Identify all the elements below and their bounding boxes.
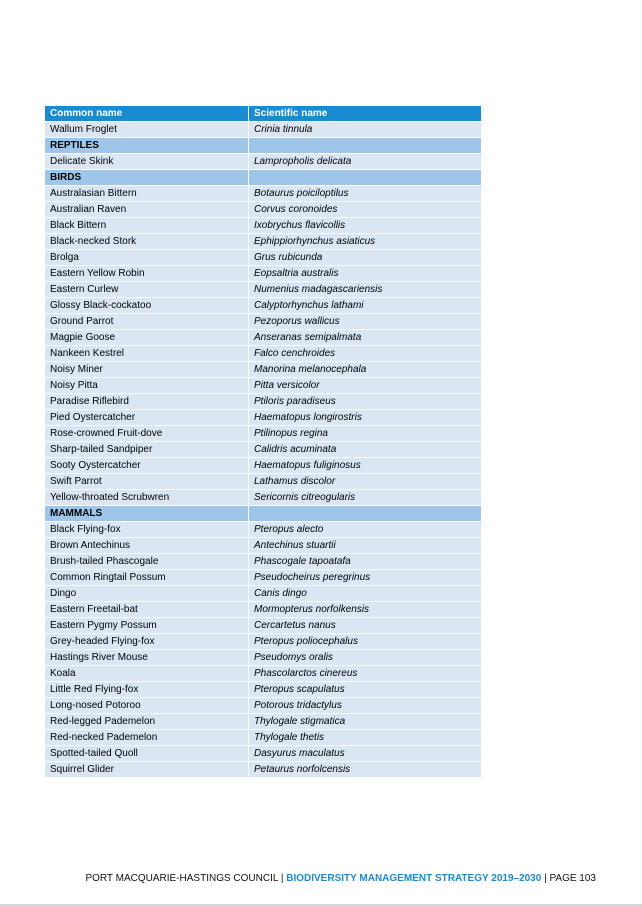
scientific-name-cell: Botaurus poiciloptilus: [249, 186, 481, 202]
common-name-cell: Sharp-tailed Sandpiper: [45, 442, 249, 458]
common-name-cell: Wallum Froglet: [45, 122, 249, 138]
group-empty-cell: [249, 506, 481, 522]
table-row: [45, 378, 481, 394]
table-row: [45, 730, 481, 746]
table-row: [45, 202, 481, 218]
scientific-name-cell: Pezoporus wallicus: [249, 314, 481, 330]
common-name-cell: Brown Antechinus: [45, 538, 249, 554]
table-row: [45, 746, 481, 762]
table-row: [45, 586, 481, 602]
table-row: [45, 298, 481, 314]
common-name-cell: Little Red Flying-fox: [45, 682, 249, 698]
table-row: [45, 698, 481, 714]
scientific-name-cell: Ephippiorhynchus asiaticus: [249, 234, 481, 250]
group-empty-cell: [249, 138, 481, 154]
common-name-cell: Delicate Skink: [45, 154, 249, 170]
table-row: [45, 682, 481, 698]
scientific-name-cell: Calidris acuminata: [249, 442, 481, 458]
scientific-name-cell: Pitta versicolor: [249, 378, 481, 394]
table-row: [45, 250, 481, 266]
group-empty-cell: [249, 170, 481, 186]
footer-document-title: BIODIVERSITY MANAGEMENT STRATEGY 2019–2030: [286, 873, 542, 884]
common-name-cell: Brolga: [45, 250, 249, 266]
common-name-cell: Eastern Pygmy Possum: [45, 618, 249, 634]
scientific-name-cell: Phascogale tapoatafa: [249, 554, 481, 570]
scientific-name-cell: Dasyurus maculatus: [249, 746, 481, 762]
column-header-common-name: Common name: [45, 106, 249, 122]
group-heading-row: [45, 170, 481, 186]
table-row: [45, 458, 481, 474]
scientific-name-cell: Thylogale stigmatica: [249, 714, 481, 730]
scientific-name-cell: Potorous tridactylus: [249, 698, 481, 714]
scientific-name-cell: Ptiloris paradiseus: [249, 394, 481, 410]
scientific-name-cell: Sericornis citreogularis: [249, 490, 481, 506]
table-row: [45, 282, 481, 298]
table-row: [45, 394, 481, 410]
common-name-cell: Eastern Yellow Robin: [45, 266, 249, 282]
table-row: [45, 362, 481, 378]
table-row: [45, 522, 481, 538]
common-name-cell: Paradise Riflebird: [45, 394, 249, 410]
group-heading-row: [45, 138, 481, 154]
common-name-cell: Noisy Miner: [45, 362, 249, 378]
common-name-cell: Hastings River Mouse: [45, 650, 249, 666]
scientific-name-cell: Calyptorhynchus lathami: [249, 298, 481, 314]
table-row: [45, 666, 481, 682]
table-row: [45, 554, 481, 570]
scientific-name-cell: Manorina melanocephala: [249, 362, 481, 378]
scientific-name-cell: Antechinus stuartii: [249, 538, 481, 554]
group-heading-cell: MAMMALS: [45, 506, 249, 522]
scientific-name-cell: Petaurus norfolcensis: [249, 762, 481, 778]
common-name-cell: Squirrel Glider: [45, 762, 249, 778]
scientific-name-cell: Lampropholis delicata: [249, 154, 481, 170]
scientific-name-cell: Falco cenchroides: [249, 346, 481, 362]
group-heading-cell: REPTILES: [45, 138, 249, 154]
common-name-cell: Swift Parrot: [45, 474, 249, 490]
common-name-cell: Eastern Curlew: [45, 282, 249, 298]
scientific-name-cell: Pseudomys oralis: [249, 650, 481, 666]
table-row: [45, 122, 481, 138]
common-name-cell: Grey-headed Flying-fox: [45, 634, 249, 650]
table-row: [45, 442, 481, 458]
common-name-cell: Spotted-tailed Quoll: [45, 746, 249, 762]
table-row: [45, 218, 481, 234]
footer-separator: |: [544, 873, 547, 884]
table-row: [45, 618, 481, 634]
common-name-cell: Black Bittern: [45, 218, 249, 234]
footer-organisation: PORT MACQUARIE-HASTINGS COUNCIL: [85, 873, 279, 884]
table-row: [45, 346, 481, 362]
table-row: [45, 154, 481, 170]
common-name-cell: Red-legged Pademelon: [45, 714, 249, 730]
common-name-cell: Noisy Pitta: [45, 378, 249, 394]
table-row: [45, 330, 481, 346]
common-name-cell: Ground Parrot: [45, 314, 249, 330]
scientific-name-cell: Pteropus scapulatus: [249, 682, 481, 698]
footer-separator: |: [280, 873, 284, 884]
scientific-name-cell: Mormopterus norfolkensis: [249, 602, 481, 618]
scientific-name-cell: Ptilinopus regina: [249, 426, 481, 442]
table-row: [45, 426, 481, 442]
common-name-cell: Magpie Goose: [45, 330, 249, 346]
scientific-name-cell: Pseudocheirus peregrinus: [249, 570, 481, 586]
table-row: [45, 490, 481, 506]
common-name-cell: Black Flying-fox: [45, 522, 249, 538]
scientific-name-cell: Lathamus discolor: [249, 474, 481, 490]
common-name-cell: Eastern Freetail-bat: [45, 602, 249, 618]
common-name-cell: Dingo: [45, 586, 249, 602]
scientific-name-cell: Cercartetus nanus: [249, 618, 481, 634]
common-name-cell: Common Ringtail Possum: [45, 570, 249, 586]
common-name-cell: Red-necked Pademelon: [45, 730, 249, 746]
table-row: [45, 602, 481, 618]
table-row: [45, 410, 481, 426]
species-table: [45, 106, 481, 778]
scientific-name-cell: Haematopus longirostris: [249, 410, 481, 426]
table-row: [45, 634, 481, 650]
group-heading-cell: BIRDS: [45, 170, 249, 186]
table-row: [45, 762, 481, 778]
table-row: [45, 266, 481, 282]
scientific-name-cell: Grus rubicunda: [249, 250, 481, 266]
table-row: [45, 234, 481, 250]
scientific-name-cell: Anseranas semipalmata: [249, 330, 481, 346]
scientific-name-cell: Pteropus alecto: [249, 522, 481, 538]
common-name-cell: Rose-crowned Fruit-dove: [45, 426, 249, 442]
scientific-name-cell: Thylogale thetis: [249, 730, 481, 746]
table-body: [45, 122, 481, 778]
column-header-scientific-name: Scientific name: [249, 106, 481, 122]
scientific-name-cell: Pteropus poliocephalus: [249, 634, 481, 650]
table-row: [45, 650, 481, 666]
table-row: [45, 570, 481, 586]
common-name-cell: Long-nosed Potoroo: [45, 698, 249, 714]
common-name-cell: Australian Raven: [45, 202, 249, 218]
scientific-name-cell: Crinia tinnula: [249, 122, 481, 138]
page-footer: [85, 873, 596, 884]
scientific-name-cell: Corvus coronoides: [249, 202, 481, 218]
scientific-name-cell: Eopsaltria australis: [249, 266, 481, 282]
common-name-cell: Black-necked Stork: [45, 234, 249, 250]
table-header-row: [45, 106, 481, 122]
table-row: [45, 186, 481, 202]
common-name-cell: Pied Oystercatcher: [45, 410, 249, 426]
common-name-cell: Glossy Black-cockatoo: [45, 298, 249, 314]
table-row: [45, 538, 481, 554]
common-name-cell: Sooty Oystercatcher: [45, 458, 249, 474]
table-row: [45, 314, 481, 330]
group-heading-row: [45, 506, 481, 522]
table-row: [45, 474, 481, 490]
table-row: [45, 714, 481, 730]
common-name-cell: Brush-tailed Phascogale: [45, 554, 249, 570]
scientific-name-cell: Phascolarctos cinereus: [249, 666, 481, 682]
common-name-cell: Nankeen Kestrel: [45, 346, 249, 362]
scientific-name-cell: Numenius madagascariensis: [249, 282, 481, 298]
footer-page-number: PAGE 103: [549, 873, 596, 884]
common-name-cell: Koala: [45, 666, 249, 682]
scientific-name-cell: Ixobrychus flavicollis: [249, 218, 481, 234]
scientific-name-cell: Canis dingo: [249, 586, 481, 602]
common-name-cell: Australasian Bittern: [45, 186, 249, 202]
common-name-cell: Yellow-throated Scrubwren: [45, 490, 249, 506]
scientific-name-cell: Haematopus fuliginosus: [249, 458, 481, 474]
